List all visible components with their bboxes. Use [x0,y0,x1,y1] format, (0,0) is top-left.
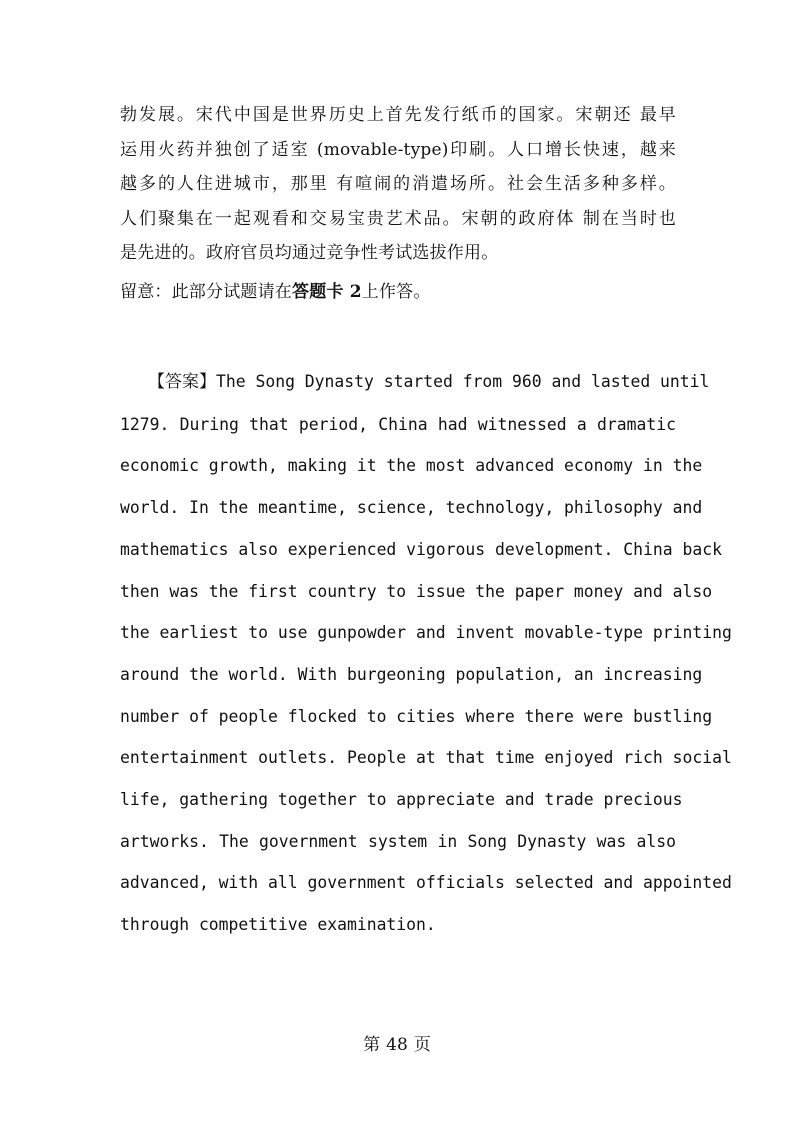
chinese-line: 人们聚集在一起观看和交易宝贵艺术品。宋朝的政府体 制在当时也 [120,208,676,229]
answer-line: then was the first country to issue the paper money and also [120,581,713,601]
answer-line [120,361,710,404]
answer-line: the earliest to use gunpowder and invent movable-type printing [120,623,732,643]
answer-line: life, gathering together to appreciate and trade precious [120,790,683,810]
answer-line: advanced, with all government officials selected and appointed [120,873,732,893]
chinese-line: 运用火药并独创了适室 (movable-type)印刷。人口增长快速，越来 [120,139,676,160]
chinese-line: 越多的人住进城市，那里 有喧闹的消遣场所。社会生活多种多样。 [120,174,676,195]
answer-first-text: The Song Dynasty started from 960 and lasted until [216,372,710,391]
note-suffix: 上作答。 [361,281,431,302]
answer-line: 1279. During that period, China had witnessed a dramatic [120,414,676,434]
answer-label: 【答案】 [148,372,216,392]
chinese-line: 勃发展。宋代中国是世界历史上首先发行纸币的国家。宋朝还 最早 [120,105,676,125]
answer-line: mathematics also experienced vigorous development. China back [120,539,722,559]
note-prefix: 留意：此部分试题请在 [120,281,292,302]
page-footer [0,1030,794,1060]
answer-line: through competitive examination. [120,915,436,935]
page-number: 48 [386,1035,408,1055]
answer-line: around the world. With burgeoning population, an increasing [120,664,703,684]
answer-line: economic growth, making it the most advanced economy in the [120,456,703,476]
footer-prefix: 第 [363,1035,381,1055]
answer-line: number of people flocked to cities where there were bustling [120,706,713,726]
footer-suffix: 页 [413,1035,431,1055]
note-answer-sheet: 答题卡 2 [292,281,362,302]
chinese-paragraph [120,98,676,310]
answer-line: world. In the meantime, science, technology, philosophy and [120,498,703,518]
answer-line: entertainment outlets. People at that time enjoyed rich social [120,748,732,768]
chinese-line: 是先进的。政府官员均通过竞争性考试选拔作用。 [120,243,499,264]
answer-paragraph [120,361,732,946]
answer-sheet-note [120,275,676,310]
answer-line: artworks. The government system in Song Dynasty was also [120,831,676,851]
